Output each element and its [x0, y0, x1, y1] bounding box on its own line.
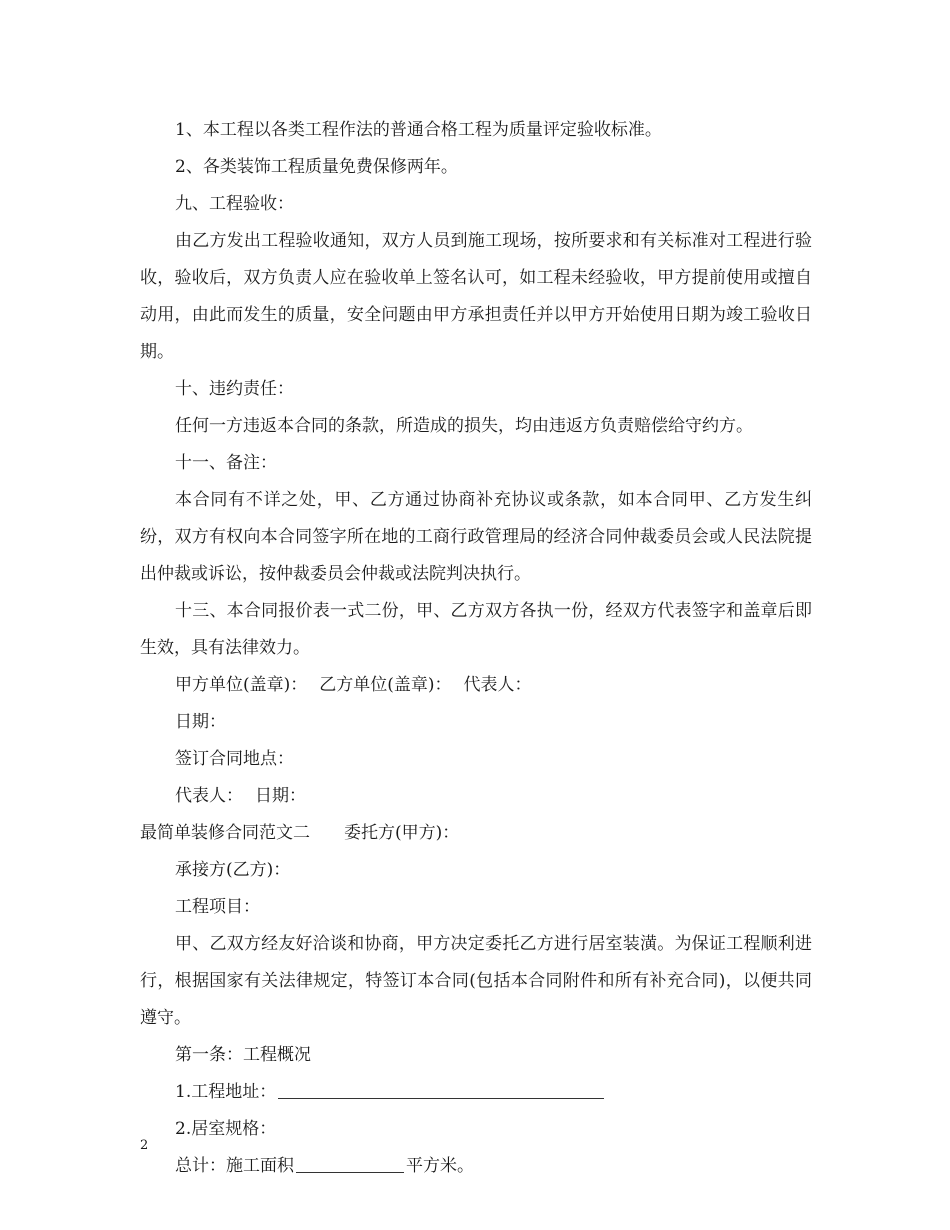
party-a-seal-label: 甲方单位(盖章)：	[175, 675, 308, 695]
article-one-heading: 第一条：工程概况	[175, 1045, 311, 1065]
address-label: 1.工程地址：	[175, 1082, 277, 1102]
signature-line	[140, 667, 812, 704]
template-title: 最简单装修合同范文二	[140, 823, 310, 843]
paragraph-copies: 十三、本合同报价表一式二份，甲、乙方双方各执一份，经双方代表签字和盖章后即生效，具有法律效力。	[140, 601, 812, 658]
project-label: 工程项目：	[175, 897, 260, 917]
clause-warranty: 2、各类装饰工程质量免费保修两年。	[175, 157, 458, 177]
area-blank	[296, 1171, 404, 1173]
page-number: 2	[140, 1138, 149, 1153]
date-label-2: 日期：	[255, 786, 306, 806]
party-b-seal-label: 乙方单位(盖章)：	[319, 675, 452, 695]
contractor-party-label: 承接方(乙方)：	[175, 860, 291, 880]
representative-label: 代表人：	[463, 675, 532, 695]
clause-quality-standard: 1、本工程以各类工程作法的普通合格工程为质量评定验收标准。	[175, 120, 662, 140]
section-heading-liability: 十、违约责任：	[175, 379, 294, 399]
representative-date-line	[140, 778, 812, 815]
room-spec-label: 2.居室规格：	[175, 1119, 277, 1139]
address-blank	[278, 1097, 604, 1099]
document-body	[140, 112, 812, 1185]
representative-label-2: 代表人：	[175, 786, 243, 806]
template-heading-line	[140, 815, 812, 852]
total-area-label: 总计：施工面积	[175, 1156, 294, 1176]
address-line	[140, 1074, 812, 1111]
signing-place-label: 签订合同地点：	[175, 749, 294, 769]
paragraph-acceptance: 由乙方发出工程验收通知，双方人员到施工现场，按所要求和有关标准对工程进行验收，验收后，双方负责人应在验收单上签名认可，如工程未经验收，甲方提前使用或擅自动用，由此而发生的质量，安全问题由甲方承担责任并以甲方开始使用日期为竣工验收日期。	[140, 231, 812, 362]
paragraph-liability: 任何一方违返本合同的条款，所造成的损失，均由违返方负责赔偿给守约方。	[175, 416, 753, 436]
area-unit: 平方米。	[406, 1156, 474, 1176]
total-area-line	[140, 1148, 812, 1185]
client-party-label: 委托方(甲方)：	[344, 823, 460, 843]
section-heading-acceptance: 九、工程验收：	[175, 194, 294, 214]
paragraph-preamble: 甲、乙双方经友好洽谈和协商，甲方决定委托乙方进行居室装潢。为保证工程顺利进行，根据国家有关法律规定，特签订本合同(包括本合同附件和所有补充合同)，以便共同遵守。	[140, 934, 812, 1028]
date-label: 日期：	[175, 712, 226, 732]
paragraph-notes: 本合同有不详之处，甲、乙方通过协商补充协议或条款，如本合同甲、乙方发生纠纷，双方有权向本合同签字所在地的工商行政管理局的经济合同仲裁委员会或人民法院提出仲裁或诉讼，按仲裁委员会仲裁或法院判决执行。	[140, 490, 812, 584]
section-heading-notes: 十一、备注：	[175, 453, 277, 473]
